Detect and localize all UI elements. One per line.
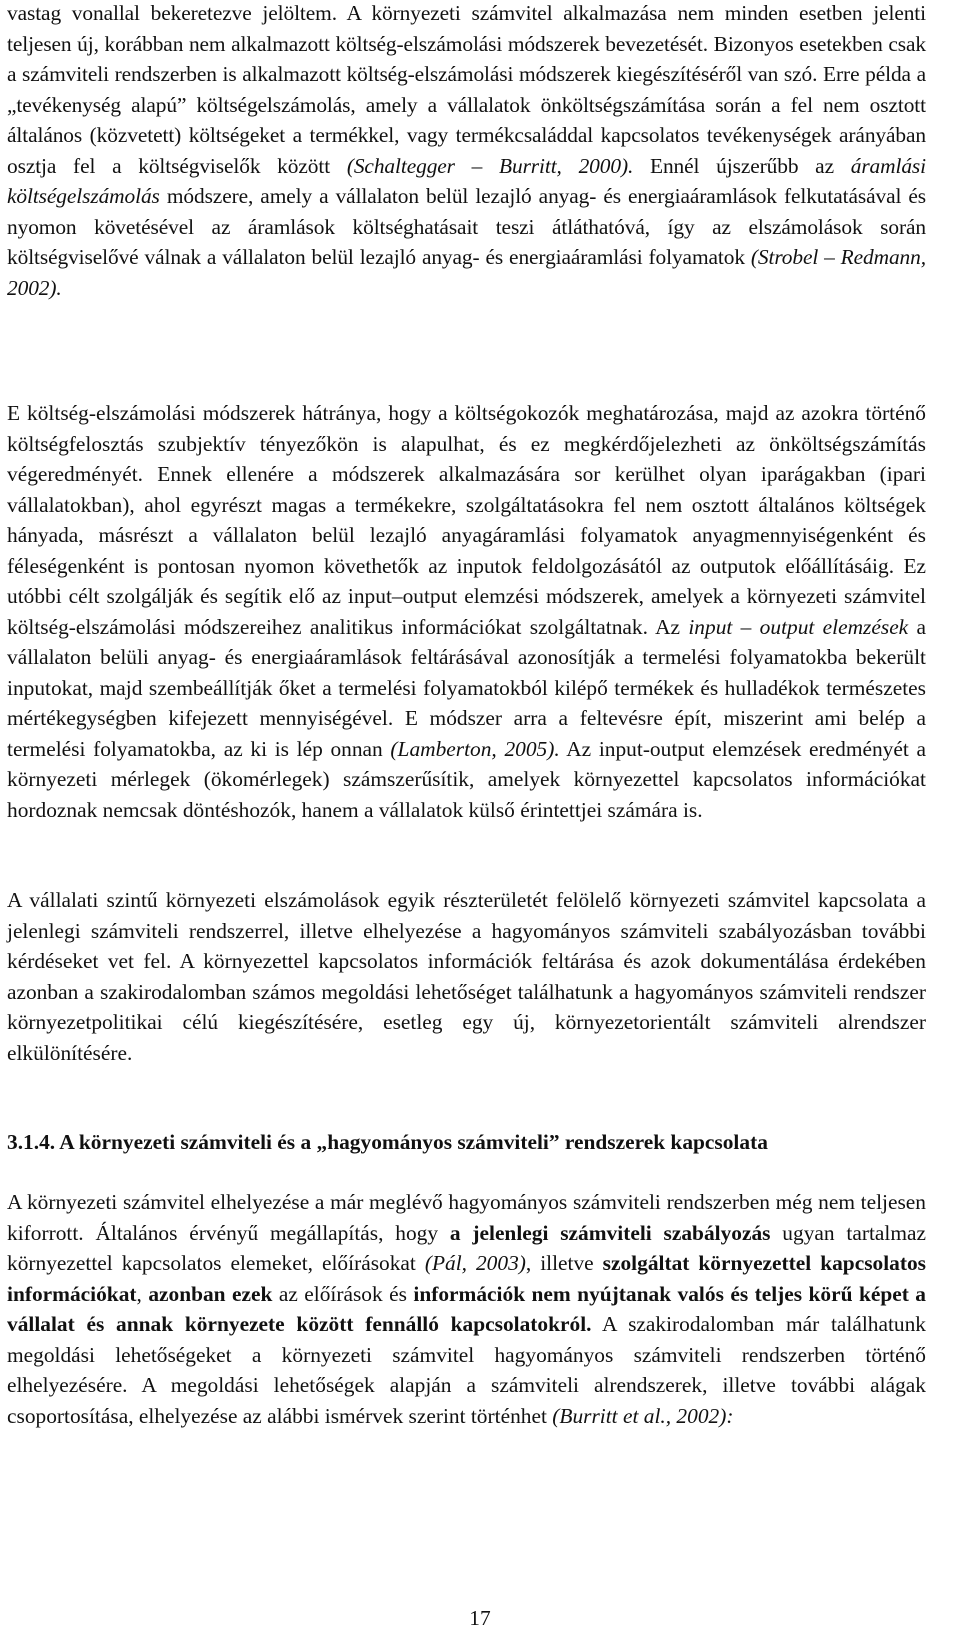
citation-pal: (Pál, 2003) <box>424 1251 526 1275</box>
paragraph-2 <box>7 398 926 825</box>
paragraph-2-text-b: a vállalaton belüli anyag- és energiaáramlások feltárásával azonosítják a termelési folyamatokba bekerült inputokat, majd szembeállítják őket a termelési folyamatokból kilépő termékek és hulladékok természetes mértékegységben kifejezett mennyiségével. E módszer arra a feltevésre épít, miszerint ami belép a termelési folyamatokba, az ki is lép onnan <box>7 614 927 761</box>
paragraph-4 <box>7 1187 926 1431</box>
paragraph-4-text-a: A környezeti számvitel elhelyezése a már meglévő hagyományos számviteli rendszerben még nem teljesen kiforrott. Általános érvényű megállapítás, hogy <box>7 1190 926 1245</box>
paragraph-1 <box>7 0 926 303</box>
paragraph-2-text-c: Az input-output elemzések eredményét a környezeti mérlegek (ökomérlegek) számszerűsítik, amelyek környezettel kapcsolatos információkat hordoznak nemcsak döntéshozók, hanem a vállalatok külső érintettjei számára is. <box>7 736 926 822</box>
paragraph-4-text-d: , <box>136 1281 149 1306</box>
paragraph-1-text-a: vastag vonallal bekeretezve jelöltem. A környezeti számvitel alkalmazása nem minden esetben jelenti teljesen új, korábban nem alkalmazott költség-elszámolási módszerek bevezetését. Bizonyos esetekben csak a számviteli rendszerben is alkalmazott költség-elszámolási módszerek kiegészítéséről van szó. Erre példa a „tevékenység alapú” költségelszámolás, amely a vállalatok önköltségszámítása során a fel nem osztott általános (közvetett) költségeket a termékkel, vagy termékcsaláddal kapcsolatos tevékenységek arányában osztja fel a költségviselők között <box>7 1 926 178</box>
paragraph-1-text-c: módszere, amely a vállalaton belül lezajló anyag- és energiaáramlások felkutatásával és nyomon követésével az áramlások költséghatásait teszi átláthatóvá, így az elszámolások során költségviselővé válnak a vállalaton belül lezajló anyag- és energiaáramlási folyamatok <box>7 184 926 269</box>
paragraph-3: A vállalati szintű környezeti elszámolások egyik részterületét felölelő környezeti számvitel kapcsolata a jelenlegi számviteli rendszerrel, illetve elhelyezése a hagyományos számviteli szabályozásban további kérdéseket vet fel. A környezettel kapcsolatos információk feltárása és azok dokumentálása érdekében azonban a szakirodalomban számos megoldási lehetőséget találhatunk a hagyományos számviteli rendszer környezetpolitikai célú kiegészítésére, esetleg egy új, környezetorientált számviteli alrendszer elkülönítésére. <box>7 888 926 1065</box>
paragraph-4-bold-b: szolgáltat környezettel kapcsolatos információkat <box>7 1251 926 1306</box>
citation-schaltegger-burritt: (Schaltegger – Burritt, 2000). <box>346 153 634 178</box>
paragraph-4-text-c: , illetve <box>525 1251 603 1275</box>
paragraph-4-bold-d: információk nem nyújtanak valós és teljes körű képet a vállalat és annak környezete között fennálló kapcsolatokról. <box>7 1281 926 1336</box>
paragraph-4-bold-c: azonban ezek <box>148 1281 273 1306</box>
term-input-output-analysis: input – output elemzések <box>688 614 909 639</box>
paragraph-4-text-e: az előírások és <box>272 1281 414 1306</box>
term-flow-cost-accounting: áramlási költségelszámolás <box>7 153 927 208</box>
paragraph-1-text-b: Ennél újszerűbb az <box>633 153 851 178</box>
citation-burritt: (Burritt et al., 2002): <box>552 1403 734 1428</box>
citation-lamberton: (Lamberton, 2005). <box>390 736 560 761</box>
citation-strobel-redmann: (Strobel – Redmann, 2002). <box>7 245 926 300</box>
paragraph-4-text-b: ugyan tartalmaz környezettel kapcsolatos elemeket, előírásokat <box>7 1220 926 1275</box>
section-heading: 3.1.4. A környezeti számviteli és a „hagyományos számviteli” rendszerek kapcsolata <box>7 1130 768 1154</box>
page-number: 17 <box>469 1606 491 1630</box>
paragraph-4-text-f: A szakirodalomban már találhatunk megoldási lehetőségeket a környezeti számvitel hagyományos számviteli rendszerben történő elhelyezésére. A megoldási lehetőségek alapján a számviteli alrendszerek, illetve további alágak csoportosítása, elhelyezése az alábbi ismérvek szerint történhet <box>7 1312 926 1428</box>
paragraph-2-text-a: E költség-elszámolási módszerek hátránya, hogy a költségokozók meghatározása, majd az azokra történő költségfelosztás szubjektív tényezőkön is alapulhat, és ez megkérdőjelezheti az önköltségszámítás végeredményét. Ennek ellenére a módszerek alkalmazására sor kerülhet olyan iparágakban (ipari vállalatokban), ahol egyrészt magas a termékekre, szolgáltatásokra fel nem osztott általános költségek hányada, másrészt a vállalaton belül lezajló anyagáramlási folyamatok anyagmennyiségenként és féleségenként is pontosan nyomon követhetők az inputok feldolgozásától az outputok előállításáig. Ez utóbbi célt szolgálják és segítik elő az input–output elemzési módszerek, amelyek a környezeti számvitel költség-elszámolási módszereihez analitikus információkat szolgáltatnak. Az <box>7 401 926 639</box>
paragraph-4-bold-a: a jelenlegi számviteli szabályozás <box>449 1220 771 1245</box>
